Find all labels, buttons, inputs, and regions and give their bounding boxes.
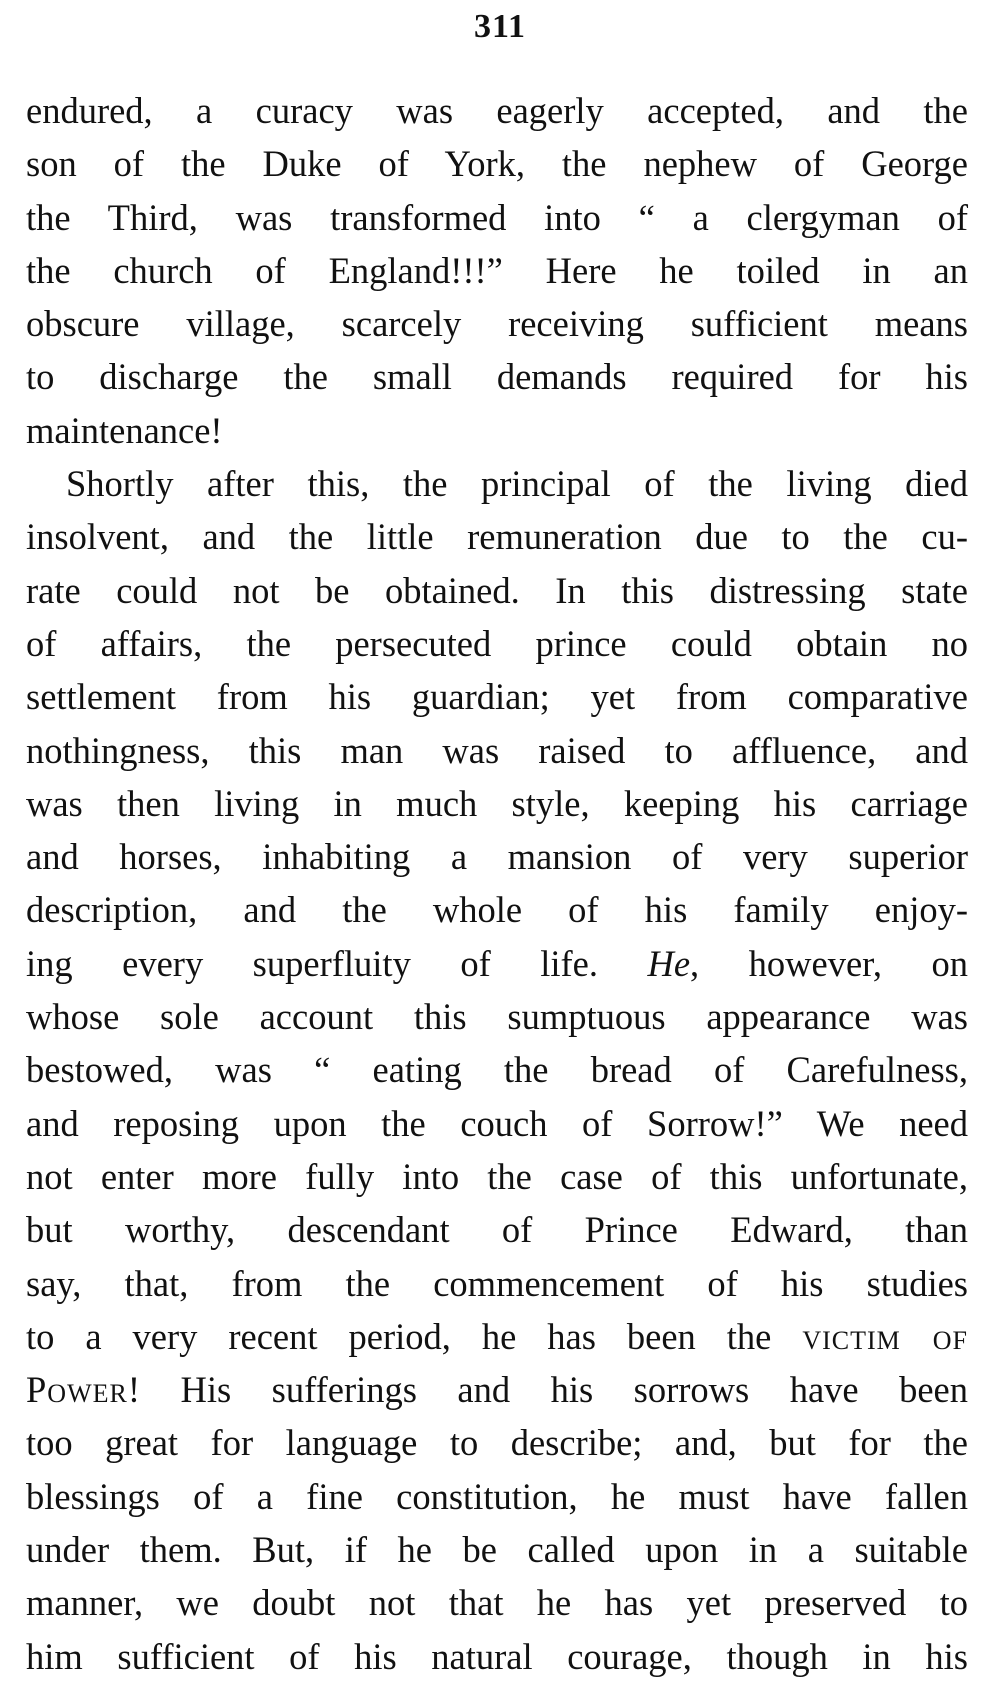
text-segment: , however, on xyxy=(690,942,968,984)
text-line: and horses, inhabiting a mansion of very superior xyxy=(26,836,968,878)
text-line: too great for language to describe; and, but for the xyxy=(26,1422,968,1464)
text-line: blessings of a fine constitution, he must have fallen xyxy=(26,1475,968,1517)
text-line: of affairs, the persecuted prince could obtain no xyxy=(26,622,968,664)
page-number: 311 xyxy=(473,8,527,45)
text-segment: ing every superfluity of life. xyxy=(26,942,648,984)
text-line: under them. But, if he be called upon in a suitable xyxy=(26,1529,968,1571)
text-line: insolvent, and the little remuneration due to the cu- xyxy=(26,516,968,558)
text-line xyxy=(26,1310,968,1363)
text-line: rate could not be obtained. In this distressing state xyxy=(26,569,968,611)
text-segment: ! His sufferings and his sorrows have been xyxy=(127,1369,968,1411)
text-line: the Third, was transformed into “ a clergyman of xyxy=(26,196,968,238)
text-line: obscure village, scarcely receiving sufficient means xyxy=(26,303,968,345)
text-line: not enter more fully into the case of this unfortunate, xyxy=(26,1155,968,1197)
smallcaps-text: Power xyxy=(26,1369,128,1411)
paragraph-start-line: Shortly after this, the principal of the living died xyxy=(66,463,968,505)
text-line: maintenance! xyxy=(26,409,223,451)
text-line: say, that, from the commencement of his studies xyxy=(26,1262,968,1304)
text-line: him sufficient of his natural courage, though in his xyxy=(26,1635,968,1677)
text-line: whose sole account this sumptuous appearance was xyxy=(26,996,968,1038)
text-segment: to a very recent period, he has been the xyxy=(26,1315,803,1357)
text-line: to discharge the small demands required for his xyxy=(26,356,968,398)
smallcaps-text: victim of xyxy=(802,1315,969,1357)
text-line: nothingness, this man was raised to affluence, and xyxy=(26,729,968,771)
text-line: and reposing upon the couch of Sorrow!” We need xyxy=(26,1102,968,1144)
text-line: manner, we doubt not that he has yet preserved to xyxy=(26,1582,968,1624)
italic-text: He xyxy=(647,942,691,984)
text-line xyxy=(26,1363,968,1416)
body-text xyxy=(26,84,968,1683)
text-line: son of the Duke of York, the nephew of George xyxy=(26,143,968,185)
text-line: was then living in much style, keeping his carriage xyxy=(26,782,968,824)
text-line: the church of England!!!” Here he toiled in an xyxy=(26,249,968,291)
text-line: description, and the whole of his family enjoy- xyxy=(26,889,968,931)
text-line: endured, a curacy was eagerly accepted, and the xyxy=(26,90,968,131)
text-line: but worthy, descendant of Prince Edward, than xyxy=(26,1209,968,1251)
text-line: settlement from his guardian; yet from comparative xyxy=(26,676,968,718)
text-line: bestowed, was “ eating the bread of Carefulness, xyxy=(26,1049,968,1091)
text-line xyxy=(26,937,968,990)
